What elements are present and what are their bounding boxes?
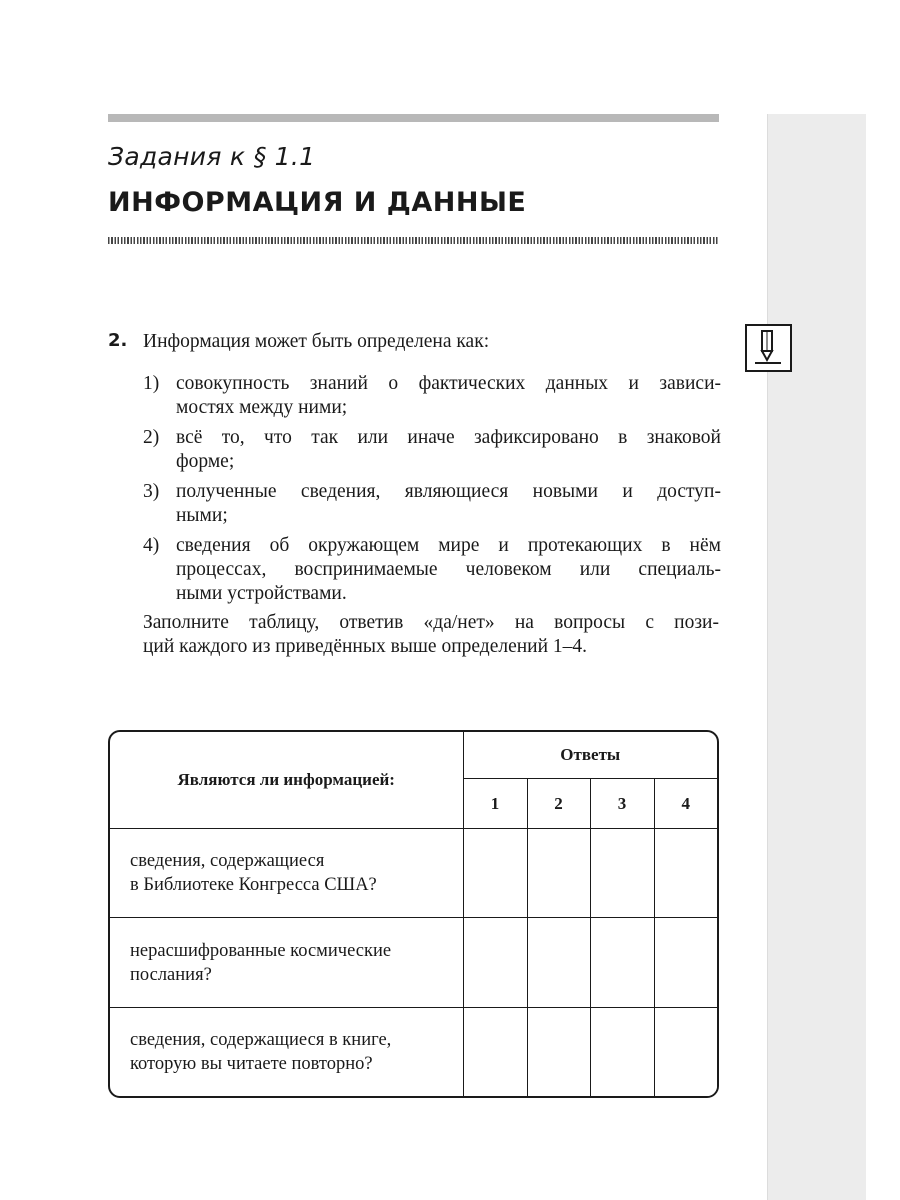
table-row bbox=[110, 829, 717, 918]
answer-column-header: 3 bbox=[590, 779, 654, 829]
definitions-list bbox=[143, 372, 723, 612]
item-number: 3) bbox=[143, 481, 160, 502]
item-text-line: процессах, воспринимаемые человеком или специаль- bbox=[176, 559, 721, 580]
list-item bbox=[143, 372, 723, 420]
item-text-line: ными устройствами. bbox=[176, 583, 347, 604]
item-number: 2) bbox=[143, 427, 160, 448]
item-number: 1) bbox=[143, 373, 160, 394]
instruction-line: Заполните таблицу, ответив «да/нет» на вопросы с пози- bbox=[143, 612, 719, 633]
question-header: Являются ли информацией: bbox=[110, 732, 463, 829]
list-item bbox=[143, 426, 723, 474]
task-lead: Информация может быть определена как: bbox=[143, 331, 490, 352]
answer-table bbox=[108, 730, 719, 1098]
title-divider bbox=[108, 237, 719, 244]
answer-cell[interactable] bbox=[463, 1007, 527, 1096]
answer-column-header: 2 bbox=[527, 779, 590, 829]
section-subtitle: Задания к § 1.1 bbox=[108, 142, 316, 171]
answer-cell[interactable] bbox=[590, 829, 654, 918]
margin-strip bbox=[767, 114, 866, 1200]
table-row bbox=[110, 918, 717, 1007]
answer-cell[interactable] bbox=[463, 829, 527, 918]
item-text-line: ными; bbox=[176, 505, 228, 526]
pen-writing-icon bbox=[745, 324, 792, 372]
row-question-line: нерасшифрованные космические bbox=[130, 940, 392, 961]
row-question bbox=[110, 829, 463, 918]
answer-cell[interactable] bbox=[654, 1007, 717, 1096]
answer-cell[interactable] bbox=[654, 829, 717, 918]
answer-cell[interactable] bbox=[527, 829, 590, 918]
answer-column-header: 1 bbox=[463, 779, 527, 829]
row-question bbox=[110, 1007, 463, 1096]
table-row bbox=[110, 1007, 717, 1096]
item-text-line: форме; bbox=[176, 451, 235, 472]
item-text-line: полученные сведения, являющиеся новыми и доступ- bbox=[176, 481, 721, 502]
answer-cell[interactable] bbox=[527, 1007, 590, 1096]
row-question-line: которую вы читаете повторно? bbox=[130, 1053, 373, 1074]
answer-cell[interactable] bbox=[590, 918, 654, 1007]
row-question bbox=[110, 918, 463, 1007]
item-text-line: всё то, что так или иначе зафиксировано в знаковой bbox=[176, 427, 721, 448]
instruction-line: ций каждого из приведённых выше определений 1–4. bbox=[143, 636, 588, 657]
answer-cell[interactable] bbox=[527, 918, 590, 1007]
header-rule bbox=[108, 114, 719, 122]
answer-cell[interactable] bbox=[654, 918, 717, 1007]
item-number: 4) bbox=[143, 535, 160, 556]
list-item bbox=[143, 480, 723, 528]
item-text-line: совокупность знаний о фактических данных и зависи- bbox=[176, 373, 721, 394]
task-instruction bbox=[143, 611, 719, 659]
row-question-line: сведения, содержащиеся bbox=[130, 851, 325, 872]
item-text-line: сведения об окружающем мире и протекающих в нём bbox=[176, 535, 721, 556]
row-question-line: сведения, содержащиеся в книге, bbox=[130, 1029, 392, 1050]
answer-cell[interactable] bbox=[590, 1007, 654, 1096]
answers-header: Ответы bbox=[463, 732, 717, 779]
row-question-line: в Библиотеке Конгресса США? bbox=[130, 875, 377, 896]
section-title: ИНФОРМАЦИЯ И ДАННЫЕ bbox=[108, 187, 527, 218]
task-number: 2. bbox=[108, 330, 128, 351]
answer-cell[interactable] bbox=[463, 918, 527, 1007]
item-text-line: мостях между ними; bbox=[176, 397, 348, 418]
row-question-line: послания? bbox=[130, 964, 212, 985]
list-item bbox=[143, 534, 723, 606]
answer-column-header: 4 bbox=[654, 779, 717, 829]
